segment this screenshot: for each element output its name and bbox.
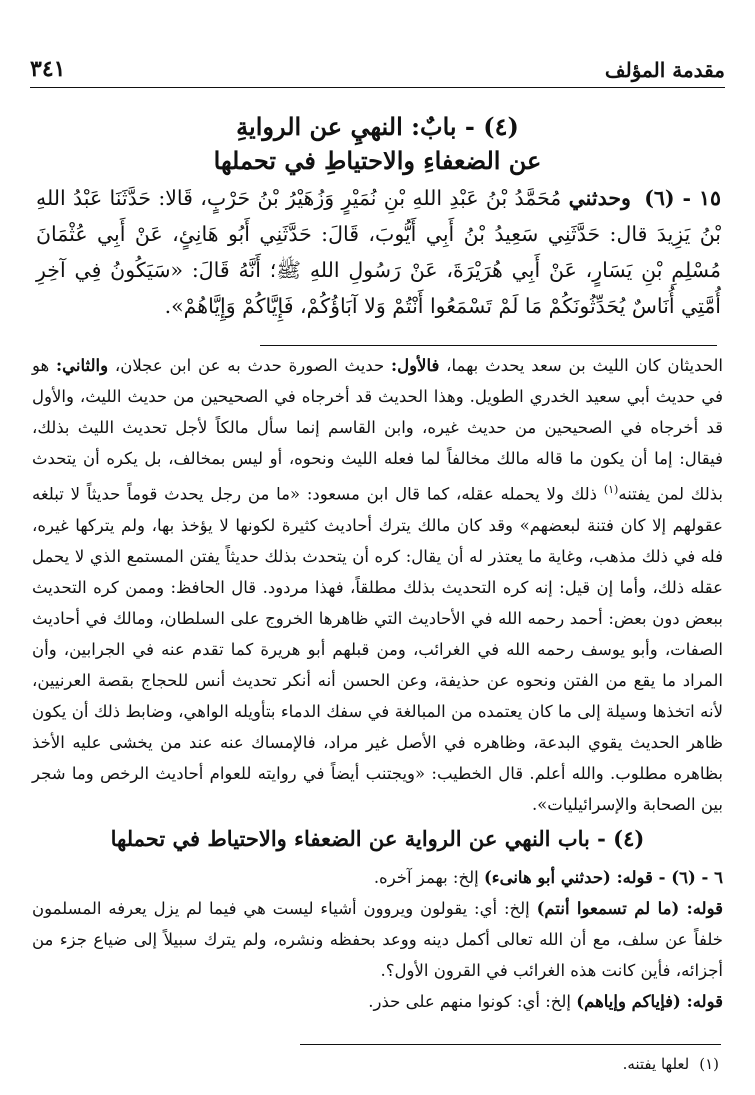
chapter-heading-line-2: عن الضعفاءِ والاحتياطِ في تحملها [213,146,542,175]
footnote-marker: (١) [699,1055,719,1073]
commentary-text: حديث الصورة حدث به عن ابن عجلان، [114,356,385,375]
note-label: ٦ - (٦) - قوله: (حدثني أبو هانىء) [484,868,723,887]
note-item [32,862,723,893]
note-text: إلخ: أي: كونوا منهم على حذر. [368,992,572,1011]
commentary-text: الحديثان كان الليث بن سعد يحدث بهما، [446,356,724,375]
note-label: قوله: (فإياكم وإياهم) [576,992,723,1011]
hadith-text [36,180,721,324]
footnote-rule [300,1044,721,1045]
header-title: مقدمة المؤلف [604,58,725,82]
hadith-number: ١٥ - (٦) [644,186,721,210]
commentary [32,350,723,820]
hadith-body: مُحَمَّدُ بْنُ عَبْدِ اللهِ بْنِ نُمَيْرٍ وَزُهَيْرُ بْنُ حَرْبٍ، قَالا: حَدَّثَنَا عَبْدُ اللهِ بْنُ يَزِيدَ قال: حَدَّثَنِي سَعِيدُ بْنُ أَبِي أَيُّوبَ، قَالَ: حَدَّثَنِي أَبُو هَانِئٍ، عَنْ أَبِي عُثْمَانَ مُسْلِمِ بْنِ يَسَارٍ، عَنْ أَبِي هُرَيْرَةَ، عَنْ رَسُولِ اللهِ ﷺ؛ أَنَّهُ قَالَ: «سَيَكُونُ فِي آخِرِ أُمَّتِي أُنَاسٌ يُحَدِّثُونَكُمْ مَا لَمْ تَسْمَعُوا أَنْتُمْ وَلا آبَاؤُكُمْ، فَإِيَّاكُمْ وَإِيَّاهُمْ». [36,186,721,318]
chapter-heading [30,110,725,178]
header-rule [30,87,725,88]
footnote-text: لعلها يفتنه. [622,1055,690,1073]
running-header [30,52,725,84]
chapter-heading-line-1: (٤) - بابٌ: النهيِ عن الروايةِ [236,112,519,141]
commentary-text: ذلك ولا يحمله عقله، كما قال ابن مسعود: «ما من رجل يحدث قوماً حديثاً لا تبلغه عقولهم إلا كان فتنة لبعضهم» وقد كان مالك يترك أحاديث كثيرة لكونها لا يؤخذ بها، ولم يتركها غيره، فله في ذلك مذهب، وغاية ما يعتذر له أن يقال: كره أن يتحدث بذلك حديثاً يفتن المستمع الذي لا يحمل عقله ذلك، وأما إن قيل: إنه كره التحديث بذلك مطلقاً، فهذا مردود. قال الحافظ: وممن كره التحديث ببعض دون بعض: أحمد رحمه الله في الأحاديث التي ظاهرها الخروج على السلطان، ومالك في أحاديث الصفات، وأبو يوسف رحمه الله في الغرائب، ومن قبلهم أبو هريرة كما تقدم عنه في الجرابين، وأن المراد ما يقع من الفتن ونحوه عن حذيفة، وعن الحسن أنه أنكر تحديث أنس للحجاج بقصة العرنيين، لأنه اتخذها وسيلة إلى ما كان يعتمده من المبالغة في سفك الدماء بتأويله الواهي، وضابط ذلك أن يكون ظاهر الحديث يقوي البدعة، وظاهره في الأصل غير مراد، فالإمساك عنه عند من يخشى عليه الأخذ بظاهره مطلوب. والله أعلم. قال الخطيب: «ويجتنب أيضاً في روايته للعوام أحاديث الرخص وما شجر بين الصحابة والإسرائيليات». [32,484,723,814]
commentary-paragraph [32,350,723,820]
page-number: ٣٤١ [30,56,66,82]
hadith-lead: وحدثني [568,186,631,210]
commentary-divider [260,345,717,346]
commentary-keyword: والثاني: [56,356,109,375]
note-text: إلخ: بهمز آخره. [373,868,479,887]
note-text: إلخ: أي: يقولون ويروون أشياء ليست هي فيما لم يزل يعرفه المسلمون خلفاً عن سلف، مع أن الله تعالى أكمل دينه ووعد بحفظه ونشره، ولم يترك سبيلاً إلى ضياع جزء من أجزائه، فأين كانت هذه الغرائب في القرون الأول؟. [32,899,723,980]
commentary-keyword: فالأول: [390,356,440,375]
commentary-text: هو في حديث أبي سعيد الخدري الطويل. وهذا الحديث قد أخرجاه في الصحيحين من حديث الليث، والأول قد أخرجاه في الصحيحين من حديث غيره، وابن القاسم إنما سأل مالكاً لأجل تحديث الليث بذلك، فيقال: إما أن يكون ما قاله مالك مخالفاً لما فعله الليث ونحوه، أو ليس بمخالف، بل يكره أن يتحدث بذلك لمن يفتنه [32,356,723,504]
footnote [613,1055,719,1073]
note-item [32,986,723,1017]
notes [32,862,723,1017]
note-item [32,893,723,986]
note-label: قوله: (ما لم تسمعوا أنتم) [536,899,723,918]
footnote-reference: (١) [603,483,619,496]
section-sub-heading: (٤) - باب النهي عن الرواية عن الضعفاء والاحتياط في تحملها [110,826,645,851]
